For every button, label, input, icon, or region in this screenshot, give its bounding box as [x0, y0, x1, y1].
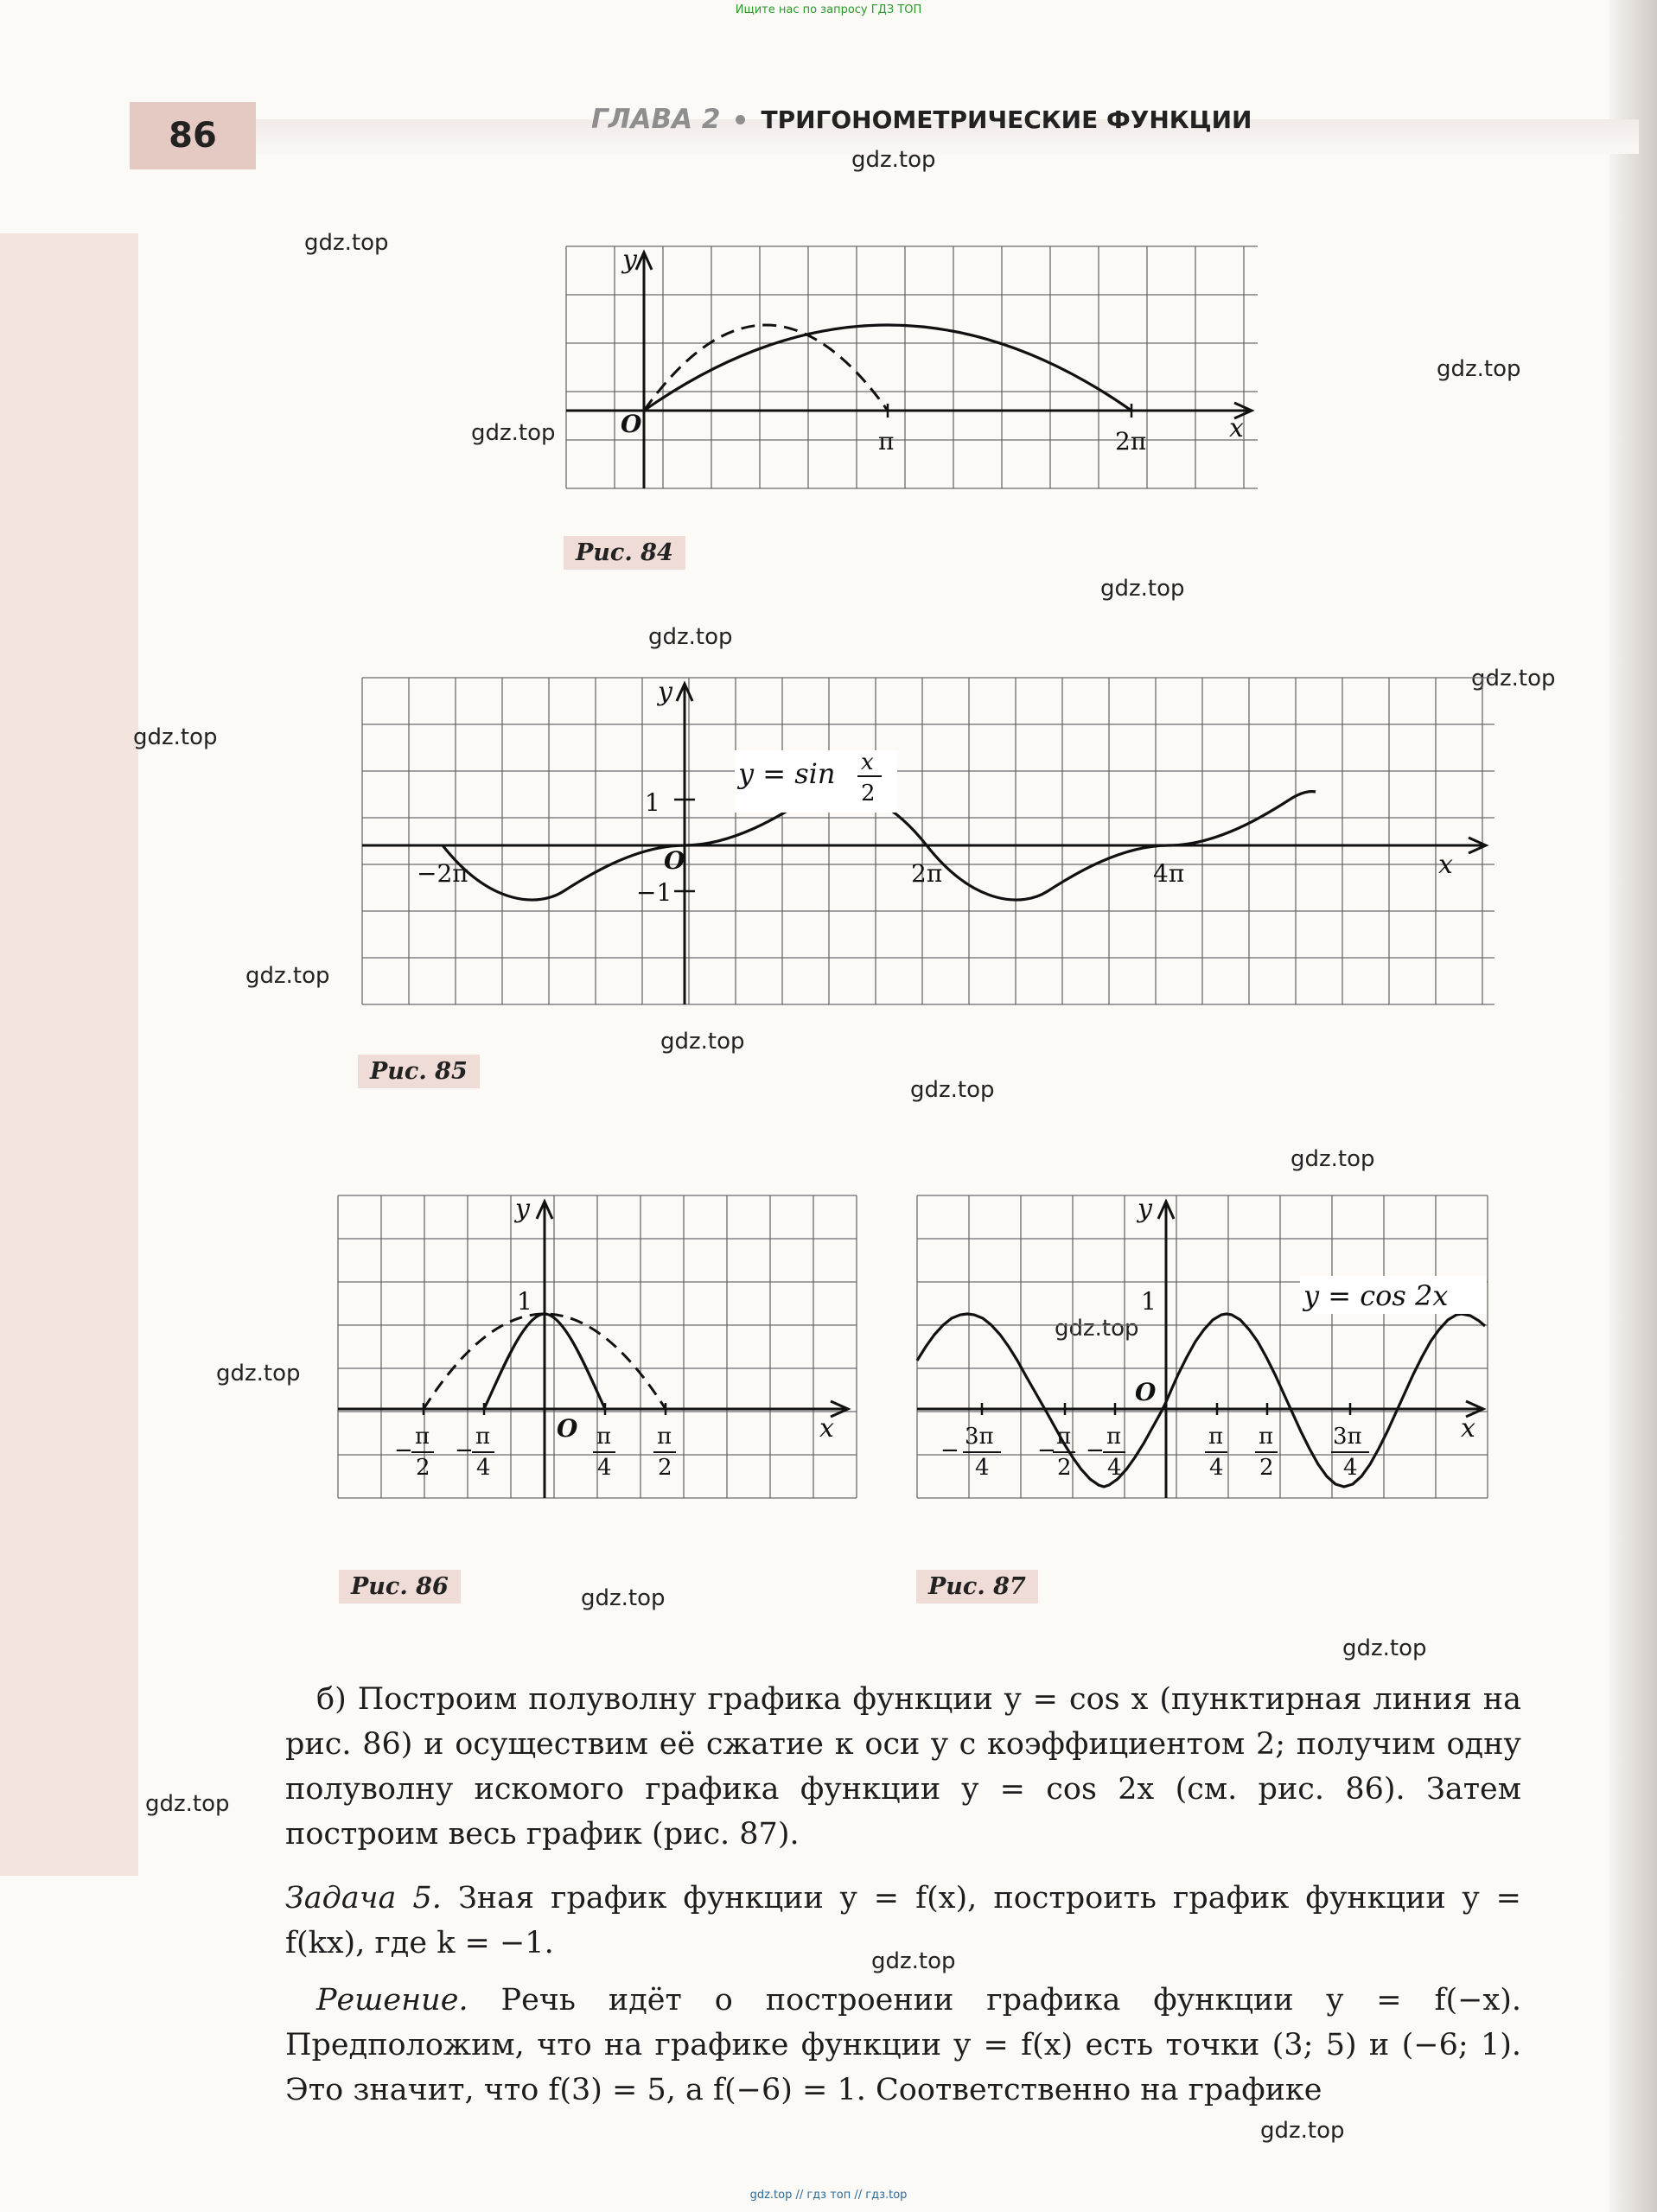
tick-label: π	[657, 1424, 672, 1450]
page-number: 86	[130, 102, 256, 169]
origin-label: O	[664, 846, 685, 875]
grid	[362, 678, 1494, 1004]
task-5	[285, 1876, 1521, 1966]
axes	[566, 252, 1252, 488]
watermark: gdz.top	[851, 147, 936, 173]
axes	[917, 1202, 1483, 1498]
tick-label: 2	[658, 1455, 672, 1481]
watermark: gdz.top	[1055, 1316, 1139, 1342]
axis-y-label: y	[622, 245, 637, 275]
chapter-title: ТРИГОНОМЕТРИЧЕСКИЕ ФУНКЦИИ	[761, 105, 1252, 134]
tick-label: 4	[975, 1455, 990, 1481]
axis-y-label: y	[515, 1194, 530, 1224]
watermark: gdz.top	[1291, 1146, 1375, 1172]
solution	[285, 1978, 1521, 2113]
figure-87	[915, 1193, 1494, 1530]
tick-label: −	[940, 1437, 959, 1463]
grid	[566, 246, 1258, 488]
tick-label: 2π	[911, 859, 943, 888]
tick-label: 1	[517, 1287, 532, 1316]
tick-label: −1	[636, 878, 672, 907]
tick-label: π	[1106, 1424, 1122, 1450]
watermark: gdz.top	[581, 1585, 666, 1611]
watermark: gdz.top	[660, 1029, 745, 1055]
watermark: gdz.top	[1342, 1635, 1427, 1661]
figure-caption: Рис. 87	[916, 1570, 1038, 1603]
watermark: gdz.top	[471, 420, 556, 446]
tick-label: 4	[1209, 1455, 1224, 1481]
axis-y-label: y	[658, 677, 672, 707]
origin-label: O	[621, 410, 642, 438]
axis-x-label: x	[1229, 413, 1244, 443]
tick-label: −	[1086, 1437, 1105, 1463]
tick-label: −	[455, 1437, 474, 1463]
figure-85	[360, 674, 1501, 1011]
tick-label: 2	[1259, 1455, 1274, 1481]
margin-strip	[0, 233, 138, 1876]
figure-84	[562, 242, 1262, 501]
chapter-header	[591, 104, 1252, 135]
tick-label: −2π	[417, 859, 468, 888]
watermark: gdz.top	[133, 724, 218, 750]
tick-label: π	[475, 1424, 491, 1450]
tick-label: 4	[476, 1455, 491, 1481]
tick-label: 3π	[965, 1424, 994, 1450]
tick-label: −	[1037, 1437, 1056, 1463]
tick-label: π	[1056, 1424, 1072, 1450]
origin-label: O	[1135, 1378, 1157, 1406]
tick-label: 2	[416, 1455, 430, 1481]
top-banner[interactable]: Ищите нас по запросу ГДЗ ТОП	[735, 3, 922, 16]
axis-x-label: x	[1438, 850, 1453, 880]
bullet-icon	[736, 115, 745, 124]
watermark: gdz.top	[1471, 666, 1556, 692]
curve-stretched-half-wave	[644, 325, 1131, 411]
watermark: gdz.top	[910, 1077, 995, 1103]
task-label: Задача 5.	[285, 1881, 442, 1916]
tick-label: 4	[1343, 1455, 1358, 1481]
body-text	[285, 1677, 1521, 2113]
task-text: Зная график функции y = f(x), построить график функции y = f(kx), где k = −1.	[285, 1881, 1521, 1960]
fraction-numerator: x	[861, 749, 874, 775]
curve-cos-2x-wave	[917, 1314, 1485, 1487]
watermark: gdz.top	[1437, 356, 1521, 382]
paragraph-b: б) Построим полуволну графика функции y = cos x (пунктирная линия на рис. 86) и осуществим её сжатие к оси y с коэффициентом 2; получим одну полуволну искомого графика функции y = cos 2x (см. рис. 86). Затем построим весь график (рис. 87).	[285, 1682, 1521, 1852]
grid	[917, 1195, 1488, 1498]
tick-label: 4	[1107, 1455, 1122, 1481]
tick-label: 4	[597, 1455, 612, 1481]
watermark: gdz.top	[1260, 2118, 1345, 2144]
tick-label: 1	[1141, 1287, 1157, 1316]
watermark: gdz.top	[145, 1791, 230, 1817]
origin-label: O	[557, 1414, 578, 1443]
watermark: gdz.top	[871, 1948, 956, 1974]
tick-label: 2	[1057, 1455, 1072, 1481]
tick-label: 1	[645, 788, 660, 817]
axis-y-label: y	[1138, 1194, 1152, 1224]
tick-label: π	[878, 427, 895, 456]
watermark: gdz.top	[245, 963, 330, 989]
tick-label: 4π	[1153, 859, 1185, 888]
figure-caption: Рис. 84	[564, 536, 685, 570]
axes	[338, 1202, 848, 1498]
function-label: y = sin	[738, 757, 836, 790]
tick-label: π	[596, 1424, 612, 1450]
tick-label: π	[1259, 1424, 1274, 1450]
axis-x-label: x	[1461, 1413, 1475, 1444]
figure-caption: Рис. 85	[358, 1055, 480, 1088]
tick-label: π	[1208, 1424, 1224, 1450]
solution-label: Решение.	[316, 1983, 468, 2018]
chapter-label: ГЛАВА 2	[591, 104, 721, 135]
tick-label: 2π	[1115, 427, 1147, 456]
tick-label: 3π	[1333, 1424, 1362, 1450]
watermark: gdz.top	[304, 230, 389, 256]
bottom-banner[interactable]: gdz.top // гдз топ // гдз.top	[749, 2189, 908, 2202]
function-label: y = cos 2x	[1303, 1279, 1449, 1312]
curve-half-wave-dashed	[644, 325, 888, 411]
solution-text: Речь идёт о построении графика функции y = f(−x). Предположим, что на графике функции y = f(x) есть точки (3; 5) и (−6; 1). Это значит, что f(3) = 5, а f(−6) = 1. Соответственно на графике	[285, 1983, 1521, 2107]
tick-label: −	[394, 1437, 413, 1463]
tick-label: π	[415, 1424, 430, 1450]
page-edge-shadow	[1609, 0, 1657, 2212]
figure-86	[335, 1193, 863, 1521]
watermark: gdz.top	[648, 624, 733, 650]
watermark: gdz.top	[216, 1361, 301, 1386]
axis-x-label: x	[819, 1413, 834, 1444]
watermark: gdz.top	[1100, 576, 1185, 602]
figure-caption: Рис. 86	[339, 1570, 461, 1603]
fraction-denominator: 2	[861, 781, 876, 806]
